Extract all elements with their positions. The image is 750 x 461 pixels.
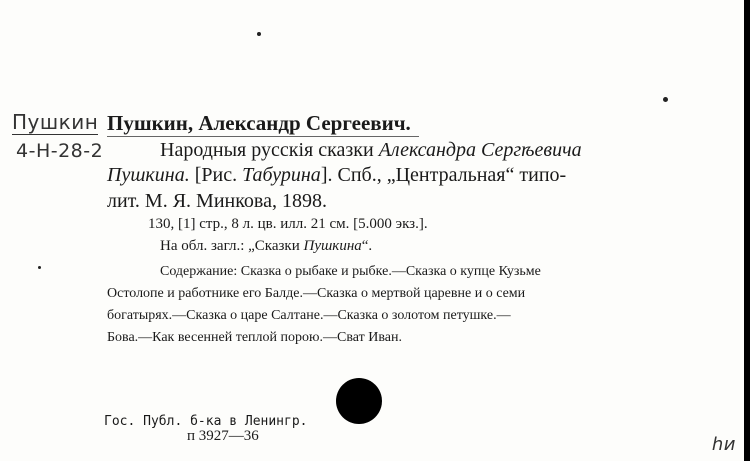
cover-title-note <box>160 238 372 255</box>
illustrator-name: Табурина <box>242 164 321 186</box>
title-text: Народныя русскія сказки <box>160 139 374 161</box>
author-heading: Пушкин, Александр Сергеевич. <box>107 111 419 137</box>
contents-line-1: Содержание: Сказка о рыбаке и рыбке.—Сказка о купце Кузьме <box>160 264 541 279</box>
cover-suffix: “. <box>361 238 373 254</box>
library-stamp: Гос. Публ. б-ка в Ленингр. <box>104 414 308 429</box>
contents-line-2: Остолопе и работнике его Балде.—Сказка о мертвой царевне и о семи <box>107 286 526 301</box>
contents-line-4: Бова.—Как весенней теплой порою.—Сват Иван. <box>107 330 402 345</box>
illustrator-prefix: [Рис. <box>189 164 243 186</box>
title-author-surname: Пушкина. <box>107 164 190 186</box>
punch-hole <box>336 378 382 424</box>
title-line-2 <box>107 164 566 187</box>
title-line-3: лит. М. Я. Минкова, 1898. <box>107 190 327 212</box>
title-line-1 <box>160 139 582 162</box>
title-author: Александра Сергѣевича <box>378 139 582 161</box>
collation: 130, [1] стр., 8 л. цв. илл. 21 см. [5.000 экз.]. <box>148 216 428 232</box>
library-number: п 3927—36 <box>187 428 259 444</box>
cover-italic: Пушкина <box>303 238 362 254</box>
imprint-text: ]. Спб., „Центральная“ типо- <box>320 164 567 186</box>
contents-line-3: богатырях.—Сказка о царе Салтане.—Сказка о золотом петушке.— <box>107 308 511 323</box>
ink-speck <box>38 266 41 269</box>
cover-prefix: На обл. загл.: „Сказки <box>160 238 304 254</box>
handwritten-name: Пушкин <box>12 110 99 134</box>
handwritten-shelfmark: 4-Н-28-2 <box>16 140 104 162</box>
ink-speck <box>257 32 261 36</box>
handwritten-corner-mark: hи <box>711 434 736 455</box>
ink-speck <box>663 97 668 102</box>
